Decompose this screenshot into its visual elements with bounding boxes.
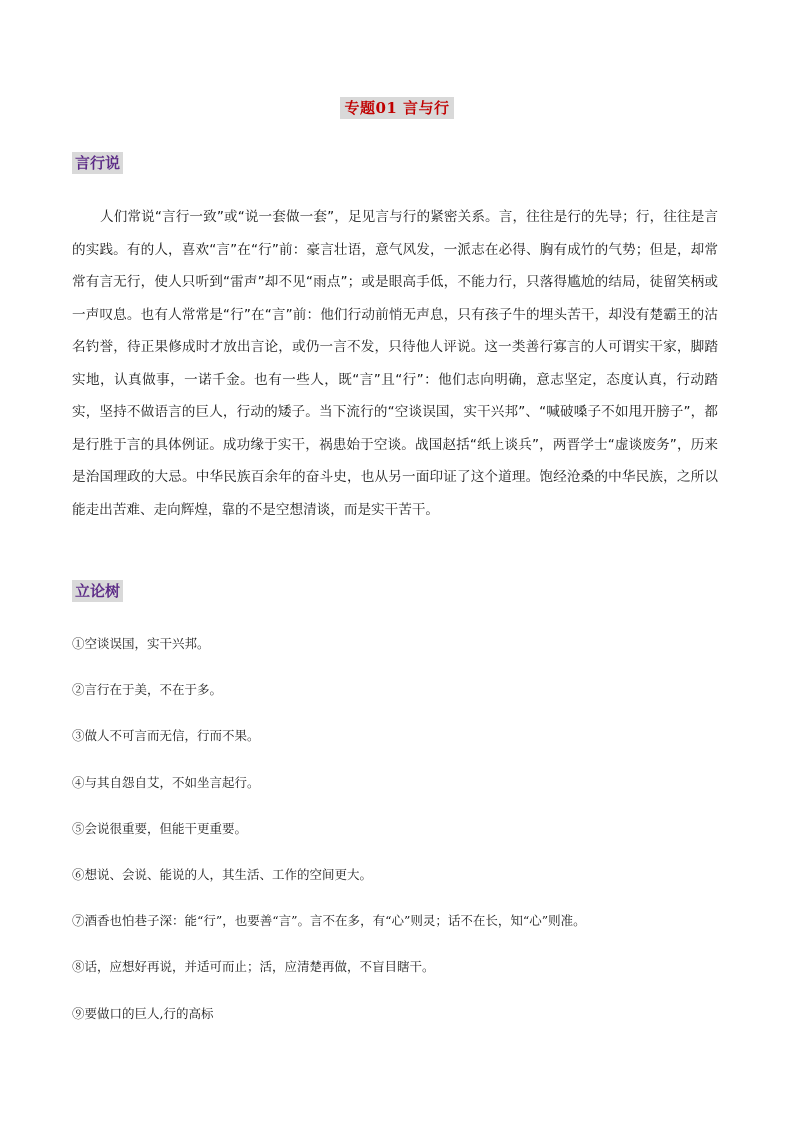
list-item: ⑥想说、会说、能说的人，其生活、工作的空间更大。 <box>72 866 373 882</box>
list-item: ③做人不可言而无信，行而不果。 <box>72 728 260 744</box>
section-heading-yanxingshuo: 言行说 <box>72 152 123 174</box>
section-heading-lilunshu: 立论树 <box>72 580 123 602</box>
list-item: ④与其自怨自艾，不如坐言起行。 <box>72 774 260 790</box>
body-paragraph: 人们常说“言行一致”或“说一套做一套”，足见言与行的紧密关系。言，往往是行的先导；行，往往是言的实践。有的人，喜欢“言”在“行”前：豪言壮语，意气风发，一派志在必得、胸有成竹的气势；但是，却常常有言无行，使人只听到“雷声”却不见“雨点”；或是眼高手低，不能力行，只落得尴尬的结局，徒留笑柄或一声叹息。也有人常常是“行”在“言”前：他们行动前悄无声息，只有孩子牛的埋头苦干，却没有楚霸王的沽名钓誉，待正果修成时才放出言论，或仍一言不发，只待他人评说。这一类善行寡言的人可谓实干家，脚踏实地，认真做事，一诺千金。也有一些人，既“言”且“行”：他们志向明确，意志坚定，态度认真，行动踏实，坚持不做语言的巨人，行动的矮子。当下流行的“空谈误国，实干兴邦”、“喊破嗓子不如甩开膀子”，都是行胜于言的具体例证。成功缘于实干，祸患始于空谈。战国赵括“纸上谈兵”，两晋学士“虚谈废务”，历来是治国理政的大忌。中华民族百余年的奋斗史，也从另一面印证了这个道理。饱经沧桑的中华民族，之所以能走出苦难、走向辉煌，靠的不是空想清谈，而是实干苦干。 <box>72 209 718 518</box>
argument-list <box>72 634 732 1050</box>
list-item: ①空谈误国，实干兴邦。 <box>72 636 210 651</box>
list-item: ②言行在于美，不在于多。 <box>72 682 223 698</box>
page-title-text: 专题01 言与行 <box>340 97 453 119</box>
page-title <box>0 97 794 118</box>
list-item: ⑨要做口的巨人,行的高标 <box>72 1005 214 1021</box>
list-item: ⑧话，应想好再说，并适可而止；活，应清楚再做，不盲目瞎干。 <box>72 959 435 975</box>
list-item: ⑤会说很重要，但能干更重要。 <box>72 820 248 836</box>
list-item: ⑦酒香也怕巷子深：能“行”，也要善“言”。言不在多，有“心”则灵；话不在长，知“心”则准。 <box>72 913 586 929</box>
